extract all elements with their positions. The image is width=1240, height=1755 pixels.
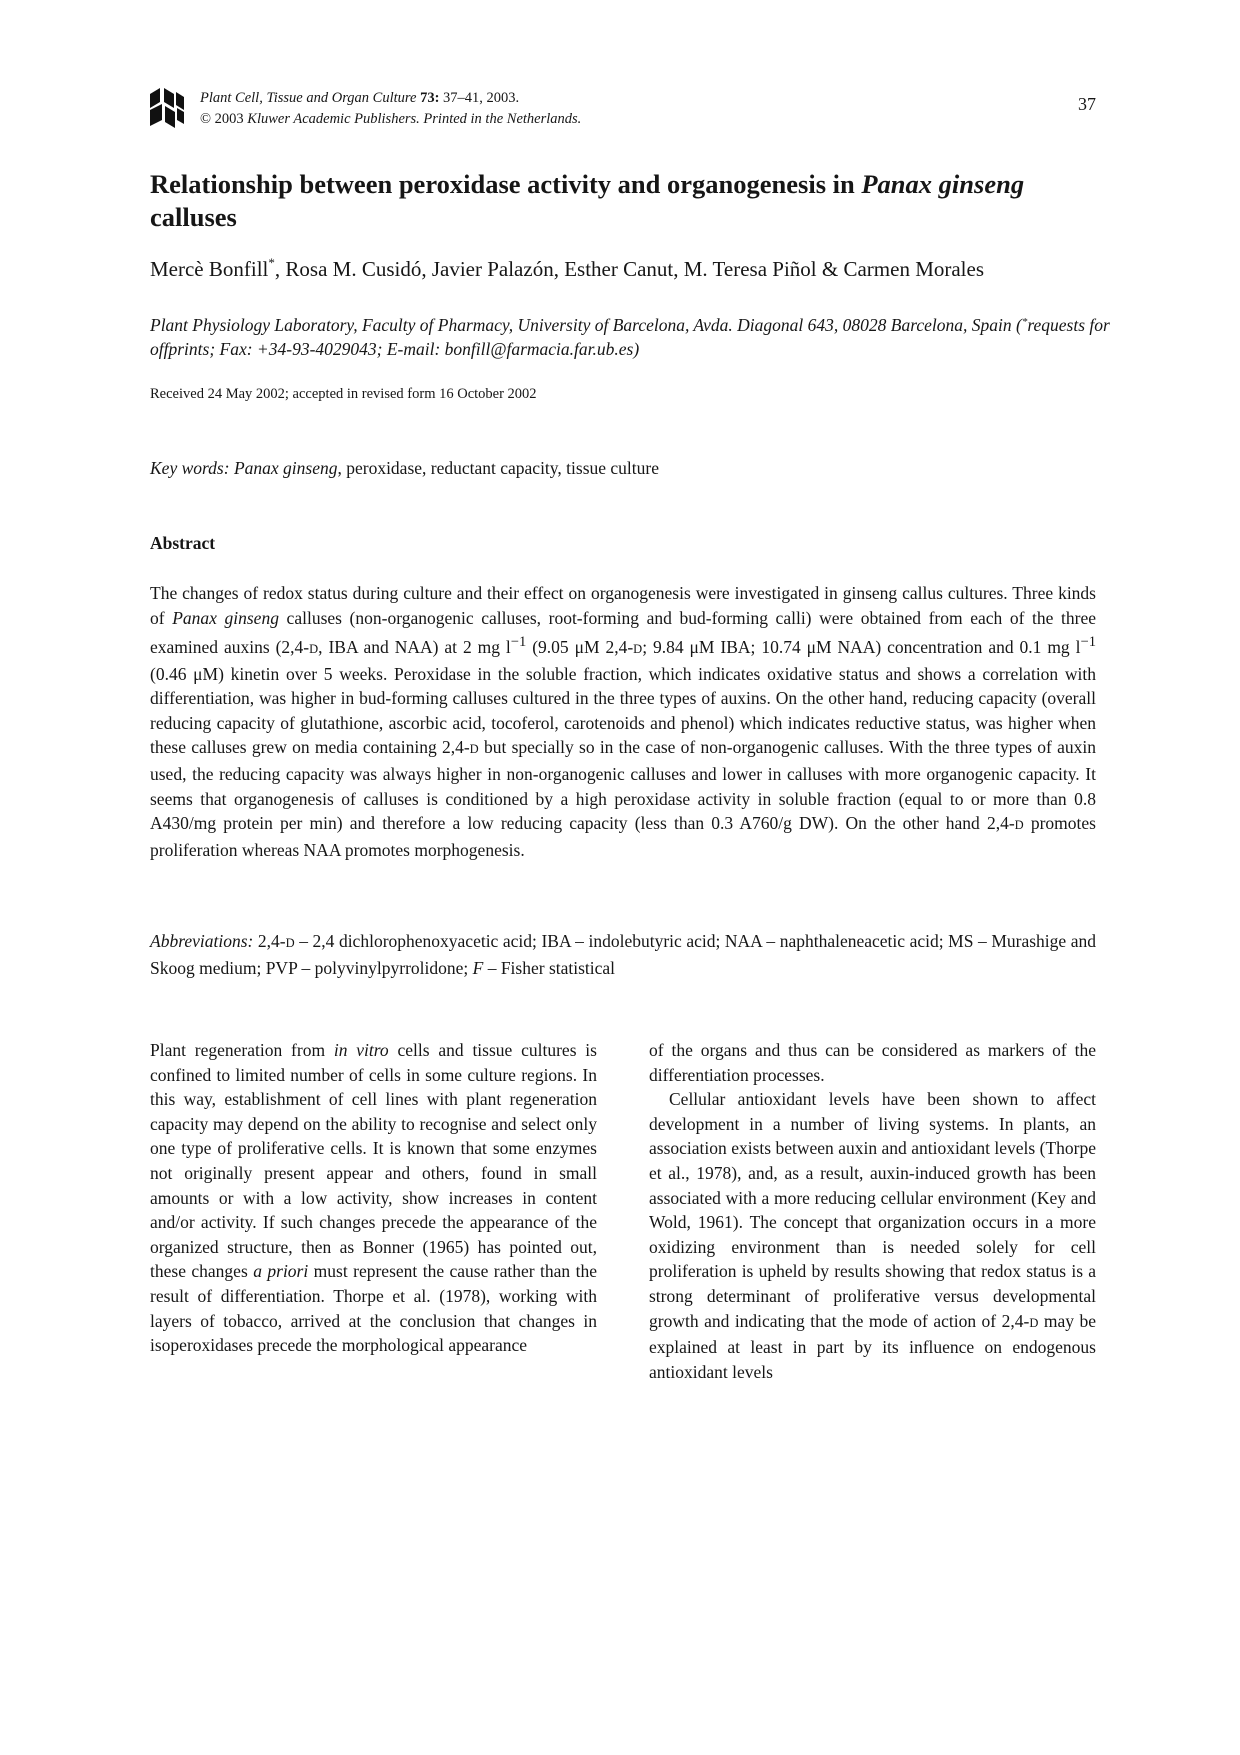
page-number: 37 bbox=[1078, 94, 1096, 114]
abstract-seg: ; 9.84 μM IBA; 10.74 μM NAA) concentration and 0.1 mg l bbox=[642, 637, 1081, 658]
body-seg: may be explained at least in part by its influence on endogenous antioxidant levels bbox=[649, 1310, 1096, 1382]
body-seg: cells and tissue cultures is confined to limited number of cells in some culture regions. In this way, establishment of cell lines with plant regeneration capacity may depend on the ability to recognise and select only one type of proliferative cells. It is known that some enzymes not originally present appear and others, found in small amounts or with a low activity, show increases in content and/or activity. If such changes precede the appearance of the organized structure, then as Bonner (1965) has pointed out, these changes bbox=[150, 1040, 597, 1282]
copyright-symbol: © bbox=[200, 111, 212, 127]
intro-paragraph-1 bbox=[150, 1038, 597, 1358]
abstract-seg: The changes of redox status during culture and their effect on organogenesis were investigated in ginseng callus cultures. Three kinds of bbox=[150, 583, 1096, 628]
exponent: −1 bbox=[1080, 634, 1096, 651]
intro-paragraph-1-cont: of the organs and thus can be considered as markers of the differentiation processes. bbox=[649, 1040, 1096, 1085]
abstract-seg: calluses (non-organogenic calluses, root-forming and bud-forming calli) were obtained from each of the three examined auxins (2,4- bbox=[150, 607, 1096, 658]
other-authors: , Rosa M. Cusidó, Javier Palazón, Esther Canut, M. Teresa Piñol & Carmen Morales bbox=[274, 257, 985, 281]
journal-citation bbox=[200, 88, 581, 130]
corresponding-star: * bbox=[268, 255, 275, 270]
abstract-seg: , IBA and NAA) at 2 mg l bbox=[318, 637, 511, 658]
abstract-seg: promotes proliferation whereas NAA promotes morphogenesis. bbox=[150, 813, 1096, 860]
keywords-species: Panax ginseng bbox=[233, 458, 338, 478]
abstract-seg: (0.46 μM) kinetin over 5 weeks. Peroxidase in the soluble fraction, which indicates oxidative status and shows a correlation with differentiation, was higher in bud-forming calluses cultured in the three types of auxins. On the other hand, reducing capacity (overall reducing capacity of glutathione, ascorbic acid, tocoferol, carotenoids and phenol) which indicates reductive status, was higher when these calluses grew on media containing 2,4- bbox=[150, 663, 1096, 758]
journal-name: Plant Cell, Tissue and Organ Culture bbox=[200, 90, 417, 106]
affiliation-address: Plant Physiology Laboratory, Faculty of Pharmacy, University of Barcelona, Avda. Diagonal 643, 08028 Barcelona, Spain ( bbox=[150, 315, 1022, 335]
abstract-seg: but specially so in the case of non-organogenic calluses. With the three types of auxin used, the reducing capacity was always higher in non-organogenic calluses and lower in calluses with more organogenic capacity. It seems that organogenesis of calluses is conditioned by a high peroxidase activity in soluble fraction (equal to or more than 0.8 A430/mg protein per min) and therefore a low reducing capacity (less than 0.3 A760/g DW). On the other hand 2,4- bbox=[150, 737, 1096, 834]
abbreviations-label: Abbreviations: bbox=[150, 931, 254, 951]
journal-line-1 bbox=[200, 88, 581, 109]
body-seg: must represent the cause rather than the result of differentiation. Thorpe et al. (1978), working with layers of tobacco, arrived at the conclusion that changes in isoperoxidases precede the morphological appearance bbox=[150, 1261, 597, 1356]
body-seg: Plant regeneration from bbox=[150, 1040, 334, 1060]
copyright-year: 2003 bbox=[211, 111, 248, 127]
small-caps-d: D bbox=[1029, 1315, 1039, 1330]
small-caps-d: D bbox=[309, 642, 319, 657]
body-italic: in vitro bbox=[333, 1040, 389, 1060]
affiliation-contact: requests for offprints; Fax: +34-93-4029043; E-mail: bonfill@farmacia.far.ub.es) bbox=[150, 315, 1110, 359]
author-list bbox=[150, 254, 1110, 284]
body-column-right bbox=[649, 1038, 1096, 1384]
fisher-symbol: F bbox=[472, 957, 484, 978]
abbreviations bbox=[150, 929, 1096, 980]
small-caps-d: D bbox=[285, 936, 295, 950]
body-column-left bbox=[150, 1038, 597, 1358]
abstract-seg: (9.05 μM 2,4- bbox=[526, 637, 634, 658]
abstract-heading: Abstract bbox=[150, 533, 216, 553]
keywords-rest: , peroxidase, reductant capacity, tissue culture bbox=[337, 458, 659, 478]
abbreviations-seg: – Fisher statistical bbox=[483, 957, 616, 978]
keywords bbox=[150, 458, 659, 479]
received-dates: Received 24 May 2002; accepted in revised form 16 October 2002 bbox=[150, 386, 537, 402]
small-caps-d: D bbox=[633, 642, 643, 657]
body-italic: a priori bbox=[253, 1261, 309, 1282]
paper-title bbox=[150, 168, 1100, 234]
exponent: −1 bbox=[510, 634, 527, 651]
publisher-logo bbox=[150, 88, 184, 128]
title-species: Panax ginseng bbox=[861, 169, 1025, 199]
abbreviations-seg: 2,4- bbox=[253, 931, 286, 951]
first-author: Mercè Bonfill bbox=[150, 257, 269, 281]
publisher-line: Kluwer Academic Publishers. Printed in the Netherlands. bbox=[247, 111, 582, 127]
abstract-species: Panax ginseng bbox=[172, 607, 279, 628]
affiliation-star: * bbox=[1021, 316, 1028, 328]
abbreviations-seg: – 2,4 dichlorophenoxyacetic acid; IBA – indolebutyric acid; NAA – naphthaleneacetic acid; MS – Murashige and Skoog medium; PVP – polyvinylpyrrolidone; bbox=[150, 931, 1096, 978]
small-caps-d: D bbox=[469, 742, 479, 757]
title-part-3: calluses bbox=[150, 202, 237, 232]
keywords-label: Key words: bbox=[150, 458, 230, 478]
journal-pages: 37–41, 2003. bbox=[439, 90, 520, 106]
title-part-1: Relationship between peroxidase activity and organogenesis in bbox=[150, 169, 862, 199]
abstract-text bbox=[150, 581, 1096, 862]
body-seg: Cellular antioxidant levels have been shown to affect development in a number of living systems. In plants, an association exists between auxin and antioxidant levels (Thorpe et al., 1978), and, as a result, auxin-induced growth has been associated with a more reducing cellular environment (Key and Wold, 1961). The concept that organization occurs in a more oxidizing environment than is needed solely for cell proliferation is upheld by results showing that redox status is a strong determinant of proliferative versus developmental growth and indicating that the mode of action of 2,4- bbox=[649, 1089, 1096, 1331]
intro-paragraph-2 bbox=[649, 1087, 1096, 1384]
journal-line-2 bbox=[200, 109, 581, 130]
affiliation bbox=[150, 313, 1110, 361]
small-caps-d: D bbox=[1014, 818, 1024, 833]
journal-volume: 73: bbox=[420, 90, 440, 106]
